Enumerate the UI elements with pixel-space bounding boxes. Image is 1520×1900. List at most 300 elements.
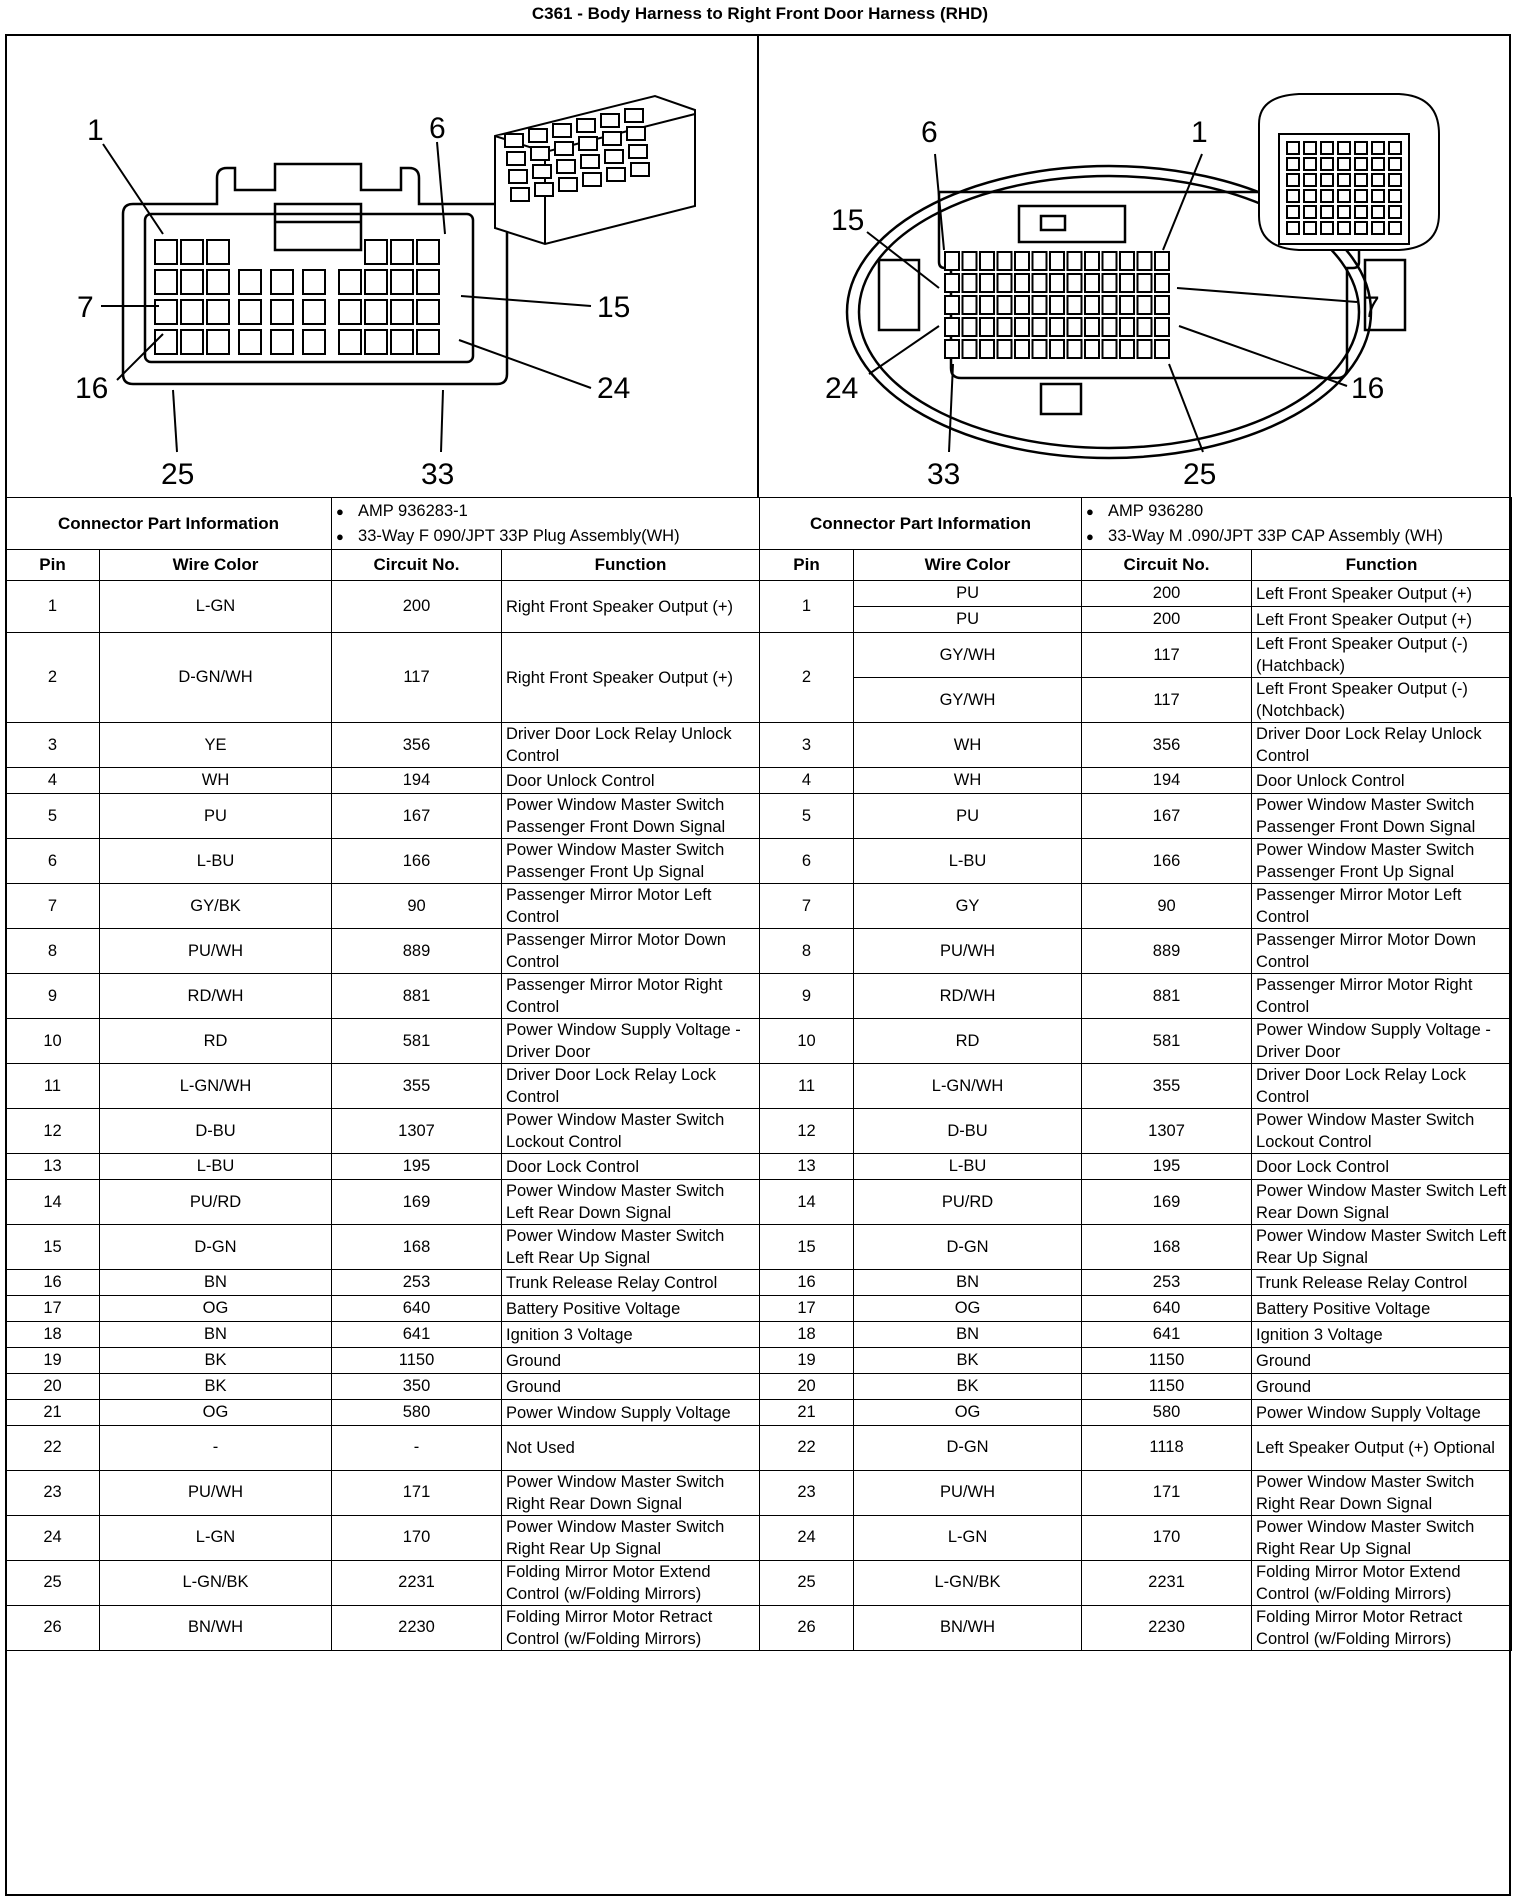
pin-cavity	[529, 129, 547, 142]
pin-number: 19	[6, 1348, 100, 1374]
pin-cavity	[531, 147, 549, 160]
pin-cavity	[581, 155, 599, 168]
wire-color: D-BU	[100, 1109, 332, 1154]
circuit-number: 253	[1082, 1270, 1252, 1296]
function-text: Power Window Master Switch Left Rear Down Signal	[502, 1180, 760, 1225]
pin-cavity	[1355, 158, 1367, 170]
pin-cavity	[505, 134, 523, 147]
pin-cavity	[1085, 274, 1099, 292]
pin-cavity	[417, 330, 439, 354]
pin-cavity	[511, 188, 529, 201]
pin-cavity	[998, 252, 1012, 270]
pin-cavity	[1050, 252, 1064, 270]
pin-cavity	[1103, 252, 1117, 270]
pin-cavity	[1389, 206, 1401, 218]
pin-number: 26	[760, 1605, 854, 1650]
pin-cavity	[365, 270, 387, 294]
pin-cavity	[1338, 174, 1350, 186]
page-title: C361 - Body Harness to Right Front Door Harness (RHD)	[531, 4, 989, 23]
circuit-number: 171	[1082, 1470, 1252, 1515]
function-text: Right Front Speaker Output (+)	[502, 633, 760, 723]
pin-cavity	[1050, 274, 1064, 292]
wire-color: PU/RD	[100, 1180, 332, 1225]
pin-cavity	[1355, 174, 1367, 186]
pin-cavity	[1321, 142, 1333, 154]
pin-cavity	[303, 270, 325, 294]
pin-cavity	[1050, 296, 1064, 314]
circuit-number: -	[332, 1426, 502, 1471]
callout-label: 6	[921, 116, 938, 149]
function-text: Ground	[1252, 1374, 1512, 1400]
circuit-number: 881	[1082, 974, 1252, 1019]
wire-color: WH	[100, 768, 332, 794]
pin-cavity	[339, 270, 361, 294]
callout-label: 15	[597, 291, 631, 324]
part-info-item: ● AMP 936283-1	[336, 499, 755, 524]
pin-cavity	[1085, 318, 1099, 336]
pin-cavity	[1120, 252, 1134, 270]
wire-color: GY/BK	[100, 884, 332, 929]
pin-cavity	[1389, 174, 1401, 186]
wire-color: L-BU	[854, 839, 1082, 884]
wire-color: L-GN/BK	[854, 1560, 1082, 1605]
pin-cavity	[1068, 340, 1082, 358]
pin-number: 18	[760, 1322, 854, 1348]
table-row	[6, 1225, 1512, 1270]
wire-color: BK	[854, 1374, 1082, 1400]
pin-cavity	[1304, 158, 1316, 170]
pin-number: 15	[6, 1225, 100, 1270]
callout-label: 7	[77, 291, 94, 324]
pin-cavity	[1355, 142, 1367, 154]
pin-cavity	[1338, 158, 1350, 170]
wire-color: PU	[100, 794, 332, 839]
table-row	[6, 1400, 1512, 1426]
table-row	[6, 884, 1512, 929]
pin-number: 13	[760, 1154, 854, 1180]
connector-diagrams	[5, 34, 1511, 498]
table-row	[6, 1064, 1512, 1109]
table-row	[6, 1426, 1512, 1471]
pin-number: 11	[6, 1064, 100, 1109]
function-text: Folding Mirror Motor Retract Control (w/Folding Mirrors)	[1252, 1605, 1512, 1650]
pin-number: 15	[760, 1225, 854, 1270]
function-text: Ground	[502, 1348, 760, 1374]
circuit-number: 889	[1082, 929, 1252, 974]
table-row	[6, 1560, 1512, 1605]
part-info-item: ● 33-Way F 090/JPT 33P Plug Assembly(WH)	[336, 524, 755, 549]
function-text: Ground	[502, 1374, 760, 1400]
circuit-number: 1150	[1082, 1374, 1252, 1400]
circuit-number: 117	[1082, 678, 1252, 723]
pin-cavity	[271, 330, 293, 354]
function-text: Driver Door Lock Relay Unlock Control	[502, 723, 760, 768]
column-header-wire-color: Wire Color	[854, 550, 1082, 581]
function-text: Driver Door Lock Relay Unlock Control	[1252, 723, 1512, 768]
wire-color: L-GN/WH	[100, 1064, 332, 1109]
circuit-number: 167	[332, 794, 502, 839]
column-header-circuit: Circuit No.	[1082, 550, 1252, 581]
pin-cavity	[417, 300, 439, 324]
pin-cavity	[1372, 222, 1384, 234]
circuit-number: 1118	[1082, 1426, 1252, 1471]
circuit-number: 90	[1082, 884, 1252, 929]
pin-cavity	[391, 270, 413, 294]
pin-cavity	[1085, 296, 1099, 314]
pin-cavity	[365, 240, 387, 264]
pin-cavity-grid	[155, 240, 439, 354]
wire-color: GY	[854, 884, 1082, 929]
wire-color: L-BU	[100, 1154, 332, 1180]
circuit-number: 581	[1082, 1019, 1252, 1064]
circuit-number: 169	[332, 1180, 502, 1225]
function-text: Trunk Release Relay Control	[502, 1270, 760, 1296]
circuit-number: 168	[332, 1225, 502, 1270]
pin-cavity	[1321, 158, 1333, 170]
table-row	[6, 1348, 1512, 1374]
pin-cavity	[533, 165, 551, 178]
function-text: Door Lock Control	[502, 1154, 760, 1180]
circuit-number: 640	[332, 1296, 502, 1322]
pin-cavity	[980, 318, 994, 336]
pin-cavity	[1015, 340, 1029, 358]
function-text: Power Window Master Switch Left Rear Up Signal	[1252, 1225, 1512, 1270]
pin-number: 20	[760, 1374, 854, 1400]
function-text: Folding Mirror Motor Retract Control (w/Folding Mirrors)	[502, 1605, 760, 1650]
circuit-number: 200	[1082, 607, 1252, 633]
pin-cavity	[417, 240, 439, 264]
pin-number: 10	[760, 1019, 854, 1064]
pin-cavity	[1287, 206, 1299, 218]
function-text: Power Window Master Switch Passenger Front Down Signal	[502, 794, 760, 839]
circuit-number: 253	[332, 1270, 502, 1296]
pin-cavity	[239, 300, 261, 324]
pin-number: 20	[6, 1374, 100, 1400]
pin-number: 6	[760, 839, 854, 884]
pin-cavity	[391, 330, 413, 354]
function-text: Passenger Mirror Motor Right Control	[1252, 974, 1512, 1019]
pin-cavity	[1015, 318, 1029, 336]
function-text: Power Window Master Switch Right Rear Down Signal	[502, 1470, 760, 1515]
pin-cavity	[1015, 296, 1029, 314]
pin-cavity	[1103, 274, 1117, 292]
pin-cavity	[998, 340, 1012, 358]
circuit-number: 170	[332, 1515, 502, 1560]
pin-number: 17	[6, 1296, 100, 1322]
pin-number: 9	[760, 974, 854, 1019]
circuit-number: 90	[332, 884, 502, 929]
pin-number: 8	[760, 929, 854, 974]
function-text: Power Window Supply Voltage	[502, 1400, 760, 1426]
pin-cavity	[603, 132, 621, 145]
part-info-item: ● AMP 936280	[1086, 499, 1507, 524]
column-header-circuit: Circuit No.	[332, 550, 502, 581]
circuit-number: 1307	[332, 1109, 502, 1154]
wire-color: BK	[854, 1348, 1082, 1374]
pin-cavity	[1033, 318, 1047, 336]
wire-color: WH	[854, 768, 1082, 794]
pin-cavity	[303, 300, 325, 324]
table-row	[6, 1180, 1512, 1225]
pin-cavity	[627, 127, 645, 140]
function-text: Left Front Speaker Output (+)	[1252, 607, 1512, 633]
callout-label: 16	[75, 372, 109, 405]
pin-cavity	[271, 270, 293, 294]
pin-cavity	[1355, 190, 1367, 202]
function-text: Power Window Supply Voltage	[1252, 1400, 1512, 1426]
wire-color: YE	[100, 723, 332, 768]
pin-cavity	[391, 240, 413, 264]
pin-cavity	[601, 114, 619, 127]
pin-cavity	[155, 240, 177, 264]
pin-cavity	[1389, 190, 1401, 202]
pin-cavity	[607, 168, 625, 181]
pin-number: 2	[6, 633, 100, 723]
function-text: Door Unlock Control	[502, 768, 760, 794]
function-text: Passenger Mirror Motor Left Control	[1252, 884, 1512, 929]
wire-color: OG	[100, 1400, 332, 1426]
pin-number: 9	[6, 974, 100, 1019]
table-row	[6, 929, 1512, 974]
table-row	[6, 1109, 1512, 1154]
pin-cavity	[303, 330, 325, 354]
wire-color: RD	[100, 1019, 332, 1064]
pin-cavity	[365, 300, 387, 324]
pin-cavity	[1338, 206, 1350, 218]
pin-number: 1	[760, 581, 854, 633]
pin-cavity	[1389, 158, 1401, 170]
callout-label: 33	[421, 458, 455, 491]
wire-color: L-GN	[100, 1515, 332, 1560]
pin-cavity	[365, 330, 387, 354]
pin-cavity	[1304, 206, 1316, 218]
pin-cavity	[417, 270, 439, 294]
table-row	[6, 768, 1512, 794]
pin-cavity	[1155, 318, 1169, 336]
function-text: Ignition 3 Voltage	[1252, 1322, 1512, 1348]
table-row	[6, 633, 1512, 678]
wire-color: WH	[854, 723, 1082, 768]
pin-cavity	[155, 330, 177, 354]
pin-cavity	[207, 330, 229, 354]
pin-number: 11	[760, 1064, 854, 1109]
cap-face-drawing	[759, 34, 1511, 498]
circuit-number: 881	[332, 974, 502, 1019]
pin-cavity	[181, 330, 203, 354]
function-text: Power Window Master Switch Right Rear Up Signal	[502, 1515, 760, 1560]
pin-number: 21	[6, 1400, 100, 1426]
column-header-pin: Pin	[760, 550, 854, 581]
circuit-number: 580	[1082, 1400, 1252, 1426]
wire-color: D-GN	[854, 1225, 1082, 1270]
circuit-number: 167	[1082, 794, 1252, 839]
pin-number: 1	[6, 581, 100, 633]
pin-cavity	[1338, 142, 1350, 154]
pin-number: 23	[760, 1470, 854, 1515]
circuit-number: 194	[1082, 768, 1252, 794]
pin-number: 24	[6, 1515, 100, 1560]
callout-label: 25	[161, 458, 195, 491]
circuit-number: 171	[332, 1470, 502, 1515]
function-text: Driver Door Lock Relay Lock Control	[1252, 1064, 1512, 1109]
pin-cavity	[1015, 252, 1029, 270]
wire-color: D-GN	[100, 1225, 332, 1270]
wire-color: -	[100, 1426, 332, 1471]
circuit-number: 355	[1082, 1064, 1252, 1109]
function-text: Not Used	[502, 1426, 760, 1471]
pin-cavity	[963, 318, 977, 336]
pin-cavity	[1304, 174, 1316, 186]
wire-color: PU/RD	[854, 1180, 1082, 1225]
pin-cavity	[391, 300, 413, 324]
pin-cavity	[555, 142, 573, 155]
pin-cavity	[998, 296, 1012, 314]
pin-cavity	[583, 173, 601, 186]
pin-cavity	[1372, 206, 1384, 218]
pinout-table	[5, 497, 1512, 1651]
circuit-number: 355	[332, 1064, 502, 1109]
table-row	[6, 1374, 1512, 1400]
circuit-number: 2230	[1082, 1605, 1252, 1650]
pin-number: 12	[760, 1109, 854, 1154]
pin-cavity-grid	[945, 252, 1169, 358]
pin-cavity	[963, 274, 977, 292]
pin-cavity	[1138, 274, 1152, 292]
function-text: Passenger Mirror Motor Down Control	[502, 929, 760, 974]
pin-cavity	[1372, 174, 1384, 186]
pin-number: 8	[6, 929, 100, 974]
circuit-number: 195	[332, 1154, 502, 1180]
pin-cavity	[963, 296, 977, 314]
pin-cavity	[1321, 174, 1333, 186]
function-text: Power Window Supply Voltage - Driver Door	[502, 1019, 760, 1064]
function-text: Door Unlock Control	[1252, 768, 1512, 794]
pin-number: 12	[6, 1109, 100, 1154]
pin-number: 22	[760, 1426, 854, 1471]
circuit-number: 356	[1082, 723, 1252, 768]
pin-number: 25	[6, 1560, 100, 1605]
pin-cavity	[1068, 296, 1082, 314]
pin-cavity	[1120, 318, 1134, 336]
function-text: Folding Mirror Motor Extend Control (w/Folding Mirrors)	[1252, 1560, 1512, 1605]
wire-color: GY/WH	[854, 633, 1082, 678]
pin-cavity	[963, 252, 977, 270]
circuit-number: 350	[332, 1374, 502, 1400]
connector-iso-view	[495, 96, 695, 244]
wire-color: BN/WH	[100, 1605, 332, 1650]
pin-cavity	[1321, 222, 1333, 234]
pin-number: 10	[6, 1019, 100, 1064]
pin-cavity	[1372, 158, 1384, 170]
table-row	[6, 1154, 1512, 1180]
callout-label: 16	[1351, 372, 1385, 405]
table-row	[6, 974, 1512, 1019]
wire-color: RD/WH	[100, 974, 332, 1019]
pin-cavity	[1304, 142, 1316, 154]
pin-cavity	[1103, 340, 1117, 358]
circuit-number: 1150	[332, 1348, 502, 1374]
circuit-number: 2231	[1082, 1560, 1252, 1605]
connector-part-info-label: Connector Part Information	[760, 498, 1082, 550]
wire-color: L-BU	[100, 839, 332, 884]
wire-color: D-BU	[854, 1109, 1082, 1154]
pin-cavity	[339, 330, 361, 354]
pin-cavity	[1287, 174, 1299, 186]
pin-cavity	[998, 274, 1012, 292]
wire-color: RD/WH	[854, 974, 1082, 1019]
circuit-number: 2231	[332, 1560, 502, 1605]
pin-cavity	[1389, 222, 1401, 234]
function-text: Power Window Master Switch Left Rear Up Signal	[502, 1225, 760, 1270]
plug-face-drawing	[5, 34, 757, 498]
pin-cavity	[945, 340, 959, 358]
pin-number: 5	[6, 794, 100, 839]
pin-cavity	[181, 240, 203, 264]
pin-number: 19	[760, 1348, 854, 1374]
pin-cavity	[631, 163, 649, 176]
pin-cavity	[1287, 142, 1299, 154]
circuit-number: 581	[332, 1019, 502, 1064]
pin-cavity	[625, 109, 643, 122]
pin-cavity	[1033, 274, 1047, 292]
pin-cavity	[271, 300, 293, 324]
pin-number: 17	[760, 1296, 854, 1322]
pin-number: 16	[6, 1270, 100, 1296]
pin-cavity	[1033, 252, 1047, 270]
callout-label: 25	[1183, 458, 1217, 491]
wire-color: OG	[854, 1400, 1082, 1426]
pin-cavity	[207, 300, 229, 324]
pin-cavity	[1068, 318, 1082, 336]
callout-label: 33	[927, 458, 961, 491]
connector-info-row	[6, 498, 1512, 550]
pin-cavity	[629, 145, 647, 158]
pin-cavity	[553, 124, 571, 137]
pin-cavity	[1015, 274, 1029, 292]
wire-color: OG	[854, 1296, 1082, 1322]
function-text: Folding Mirror Motor Extend Control (w/Folding Mirrors)	[502, 1560, 760, 1605]
wire-color: PU	[854, 581, 1082, 607]
pin-cavity	[963, 340, 977, 358]
pin-cavity	[1050, 340, 1064, 358]
table-row	[6, 723, 1512, 768]
table-row	[6, 839, 1512, 884]
table-row	[6, 581, 1512, 607]
pin-cavity	[339, 300, 361, 324]
wire-color: BN	[100, 1270, 332, 1296]
table-row	[6, 1515, 1512, 1560]
pin-number: 4	[760, 768, 854, 794]
circuit-number: 1307	[1082, 1109, 1252, 1154]
function-text: Battery Positive Voltage	[502, 1296, 760, 1322]
pin-number: 24	[760, 1515, 854, 1560]
pin-cavity	[1304, 222, 1316, 234]
table-row	[6, 1296, 1512, 1322]
wire-color: L-GN	[100, 581, 332, 633]
wire-color: D-GN	[854, 1426, 1082, 1471]
table-row	[6, 1322, 1512, 1348]
pin-cavity	[1120, 296, 1134, 314]
callout-label: 1	[87, 114, 104, 147]
table-row	[6, 1270, 1512, 1296]
wire-color: L-GN	[854, 1515, 1082, 1560]
callout-label: 7	[1363, 291, 1380, 324]
pin-cavity	[507, 152, 525, 165]
wire-color: BK	[100, 1374, 332, 1400]
function-text: Passenger Mirror Motor Down Control	[1252, 929, 1512, 974]
part-info-item: ● 33-Way M .090/JPT 33P CAP Assembly (WH)	[1086, 524, 1507, 549]
pin-cavity	[1085, 252, 1099, 270]
